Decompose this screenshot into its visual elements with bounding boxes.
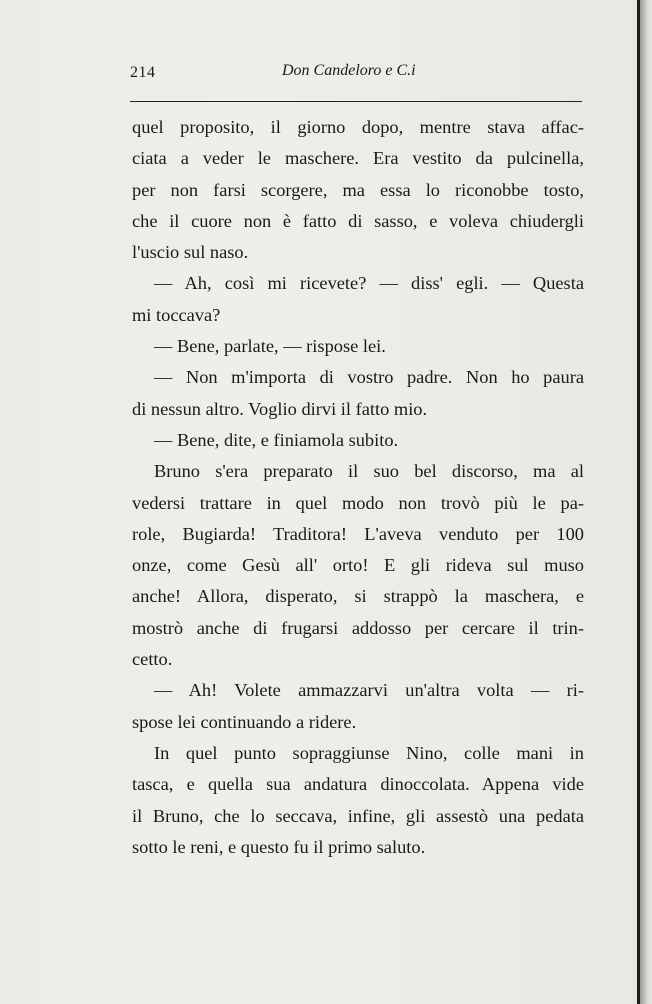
text-line: — Ah! Volete ammazzarvi un'altra volta — ri-: [154, 680, 584, 701]
text-line: Bruno s'era preparato il suo bel discorso, ma al: [154, 461, 584, 482]
text-line: cetto.: [132, 649, 173, 670]
text-line: — Non m'importa di vostro padre. Non ho paura: [154, 367, 584, 388]
text-line: di nessun altro. Voglio dirvi il fatto mio.: [132, 398, 428, 419]
text-line: l'uscio sul naso.: [132, 242, 249, 263]
page-header: [130, 58, 582, 88]
text-line: che il cuore non è fatto di sasso, e voleva chiudergli: [132, 210, 584, 231]
text-line: sotto le reni, e questo fu il primo saluto.: [132, 836, 426, 857]
text-line: ciata a veder le maschere. Era vestito da pulcinella,: [132, 148, 584, 169]
text-line: — Bene, parlate, — rispose lei.: [154, 336, 386, 357]
text-line: — Ah, così mi ricevete? — diss' egli. — Questa: [154, 273, 584, 294]
text-line: In quel punto sopraggiunse Nino, colle mani in: [154, 742, 584, 763]
page-number: 214: [130, 64, 156, 81]
text-line: anche! Allora, disperato, si strappò la maschera, e: [132, 586, 584, 607]
text-line: mostrò anche di frugarsi addosso per cercare il trin-: [132, 617, 584, 638]
text-line: — Bene, dite, e finiamola subito.: [154, 429, 399, 450]
text-line: onze, come Gesù all' orto! E gli rideva sul muso: [132, 555, 584, 576]
text-line: role, Bugiarda! Traditora! L'aveva venduto per 100: [132, 523, 584, 544]
text-line: mi toccava?: [132, 304, 221, 325]
text-line: per non farsi scorgere, ma essa lo riconobbe tosto,: [132, 179, 584, 200]
header-rule: [130, 101, 582, 102]
text-line: vedersi trattare in quel modo non trovò più le pa-: [132, 492, 584, 513]
running-title: Don Candeloro e C.i: [282, 62, 416, 79]
text-line: tasca, e quella sua andatura dinoccolata. Appena vide: [132, 774, 584, 795]
spine-shadow: [640, 0, 652, 1004]
text-line: il Bruno, che lo seccava, infine, gli assestò una pedata: [132, 805, 584, 826]
body-text: [132, 112, 584, 863]
text-line: spose lei continuando a ridere.: [132, 711, 357, 732]
text-line: quel proposito, il giorno dopo, mentre stava affac-: [132, 117, 584, 137]
